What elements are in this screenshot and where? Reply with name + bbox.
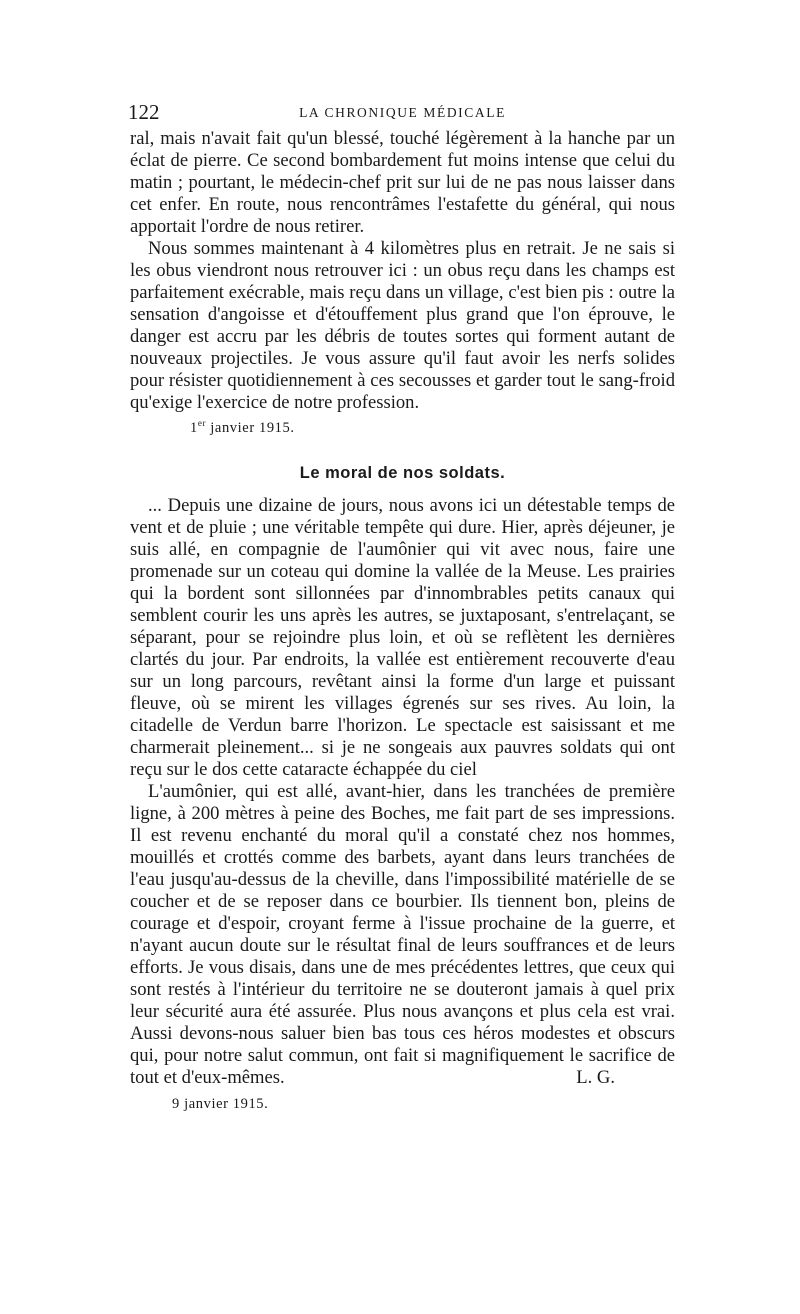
signature: L. G.: [576, 1067, 615, 1088]
paragraph-meuse-valley: ... Depuis une dizaine de jours, nous avons ici un détestable temps de vent et de pluie ; une véritable tempête qui dure. Hier, après déjeuner, je suis allé, en compagnie de l'aumônier qui vit avec nous, faire une promenade sur un coteau qui domine la vallée de la Meuse. Les prairies qui la bordent sont sillonnées par d'innombrables petits canaux qui semblent courir les uns après les autres, se juxtaposant, s'entrelaçant, se séparant, pour se rejoindre plus loin, et où se reflètent les dernières clartés du jour. Par endroits, la vallée est entièrement recouverte d'eau sur un long parcours, revêtant ainsi la forme d'un large et puissant fleuve, où se mirent les villages égrenés sur ses rives. Au loin, la citadelle de Verdun barre l'horizon. Le spectacle est saisissant et me charmerait pleinement... si je ne songeais aux pauvres soldats qui ont reçu sur le dos cette cataracte échappée du ciel: [130, 495, 675, 780]
running-title: LA CHRONIQUE MÉDICALE: [299, 105, 506, 120]
section-title: Le moral de nos soldats.: [299, 464, 506, 482]
date-rest: janvier 1915.: [206, 420, 295, 436]
paragraph-continuation: ral, mais n'avait fait qu'un blessé, touché légèrement à la hanche par un éclat de pierre. Ce second bombardement fut moins intense que celui du matin ; pourtant, le médecin-chef prit sur lui de ne pas nous laisser dans cet enfer. En route, nous rencontrâmes l'estafette du général, qui nous apportait l'ordre de nous retirer.: [130, 128, 675, 237]
date-day: 1: [190, 420, 198, 436]
date-ordinal: er: [197, 418, 207, 428]
first-letter-date: [190, 418, 675, 438]
second-letter-date: 9 janvier 1915.: [172, 1096, 269, 1112]
paragraph-chaplain: [130, 781, 675, 1089]
page-header: [130, 100, 675, 124]
paragraph-chaplain-text: L'aumônier, qui est allé, avant-hier, dans les tranchées de première ligne, à 200 mètres à peine des Boches, me fait part de ses impressions. Il est revenu enchanté du moral qu'il a constaté chez nos hommes, mouillés et crottés comme des barbets, ayant dans leurs tranchées de l'eau jusqu'au-dessus de la cheville, dans l'impossibilité matérielle de se coucher et de se reposer dans ce bourbier. Ils tiennent bon, pleins de courage et d'espoir, croyant ferme à l'issue prochaine de la guerre, et n'ayant aucun doute sur le résultat final de leurs souffrances et de leurs efforts. Je vous disais, dans une de mes précédentes lettres, que ceux qui sont restés à l'intérieur du territoire ne se douteront jamais à quel prix leur sécurité aura été assurée. Plus nous avançons et plus cela est vrai. Aussi devons-nous saluer bien bas tous ces héros modestes et obscurs qui, pour notre salut commun, ont fait si magnifiquement le sacrifice de tout et d'eux-mêmes.: [130, 781, 675, 1088]
page-number: 122: [128, 100, 160, 124]
page: [130, 100, 675, 1114]
paragraph-retreat: Nous sommes maintenant à 4 kilomètres plus en retrait. Je ne sais si les obus viendront nous retrouver ici : un obus reçu dans les champs est parfaitement exécrable, mais reçu dans un village, c'est bien pis : outre la sensation d'angoisse et d'étouffement plus grand que l'on éprouve, le danger est accru par les débris de toutes sortes qui forment autant de nouveaux projectiles. Je vous assure qu'il faut avoir les nerfs solides pour résister quotidiennement à ces secousses et garder tout le sang-froid qu'exige l'exercice de notre profession.: [130, 238, 675, 413]
